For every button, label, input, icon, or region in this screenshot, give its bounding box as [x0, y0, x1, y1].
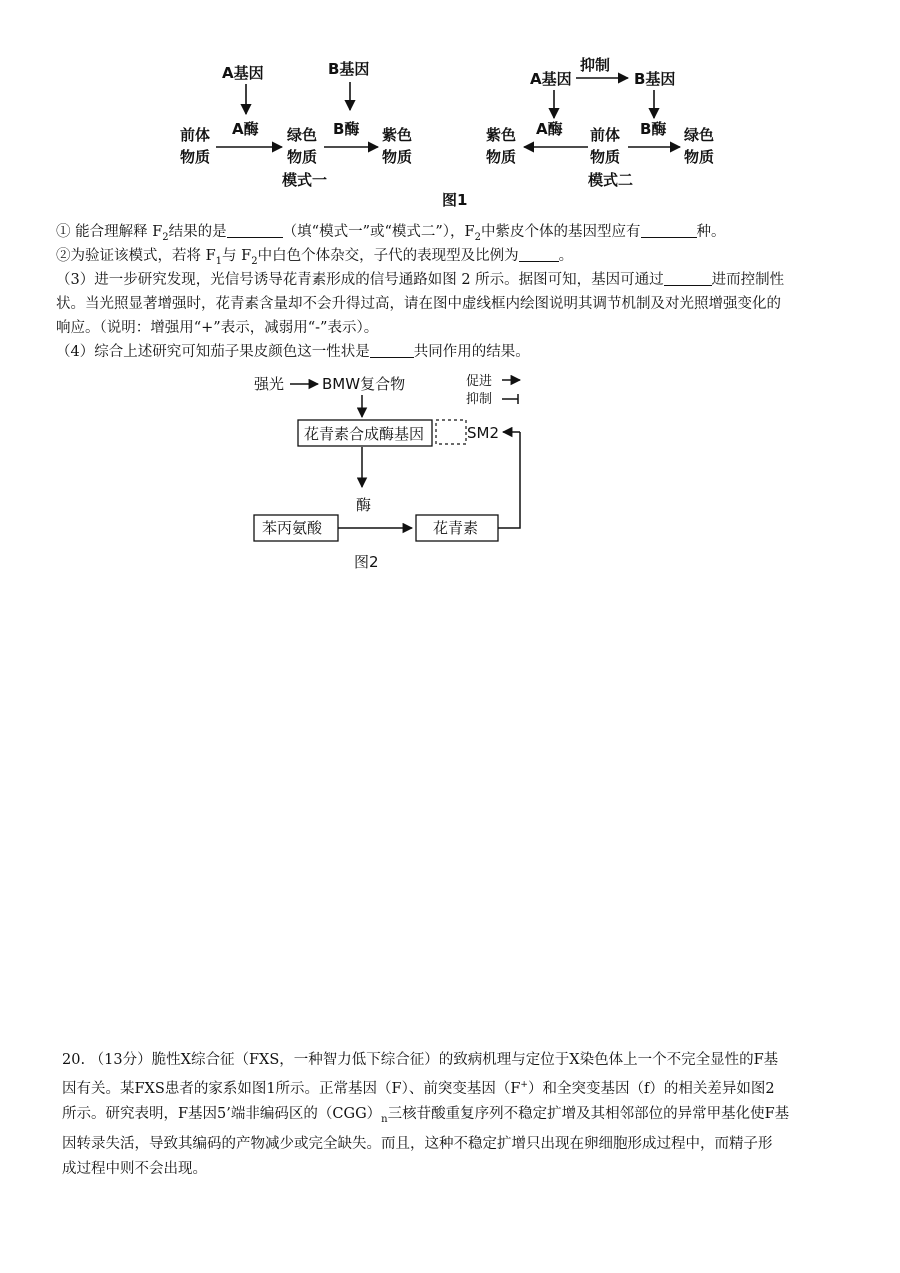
question-1-line: ① 能合理解释 $F_2$结果的是 （填“模式一”或“模式二”），$F_2$中紫皮个体的基因型应有 种。 — [56, 220, 856, 250]
q20-line5: 成过程中则不会出现。 — [62, 1160, 207, 1177]
enzyme-label: 酶 — [356, 496, 372, 514]
mode2-inhibit: 抑制 — [580, 56, 611, 74]
anthocyanin-box-label: 花青素 — [433, 519, 479, 537]
figure2-diagram — [0, 365, 900, 580]
figure1-caption: 图1 — [442, 191, 468, 209]
answer-blank[interactable] — [641, 221, 697, 238]
mode1-purple-line1: 紫色 — [382, 126, 413, 144]
figure1-diagram — [0, 0, 900, 215]
mode1-precursor-line2: 物质 — [180, 148, 211, 166]
answer-blank[interactable] — [227, 221, 283, 238]
question-4-line: （4）综合上述研究可知茄子果皮颜色这一性状是 共同作用的结果。 — [56, 340, 856, 364]
question-2-line: ②为验证该模式，若将 $F_1$与 $F_2$中白色个体杂交，子代的表现型及比例为 。 — [56, 244, 856, 274]
strong-light-label: 强光 — [254, 375, 285, 393]
answer-blank[interactable] — [664, 269, 712, 286]
mode1-purple-line2: 物质 — [382, 148, 413, 166]
mode1-enzyme-a: A酶 — [232, 120, 259, 138]
q20-line3: 所示。研究表明，F基因5’端非编码区的$(CGG)_n$三核苷酸重复序列不稳定扩增及其相邻部位的异常甲基化使F基 — [62, 1105, 790, 1125]
mode2-green-line2: 物质 — [684, 148, 715, 166]
question-3-line1: （3）进一步研究发现，光信号诱导花青素形成的信号通路如图 2 所示。据图可知，基因可通过 进而控制性 — [56, 268, 856, 292]
mode2-green-line1: 绿色 — [684, 126, 715, 144]
answer-blank[interactable] — [370, 341, 414, 358]
mode2-enzyme-b: B酶 — [640, 120, 667, 138]
mode2-enzyme-a: A酶 — [536, 120, 563, 138]
sm2-label: SM2 — [467, 424, 500, 442]
question-20 — [62, 1048, 852, 1182]
mode2-gene-a: A基因 — [530, 70, 572, 88]
mode2-precursor-line1: 前体 — [590, 126, 621, 144]
phe-box-label: 苯丙氨酸 — [262, 519, 323, 537]
legend-inhibit-label: 抑制 — [466, 392, 493, 407]
question-3-line2: 状。当光照显著增强时，花青素含量却不会升得过高，请在图中虚线框内绘图说明其调节机制及对光照增强变化的 — [56, 296, 781, 312]
mode1-gene-b: B基因 — [328, 60, 370, 78]
mode1-green-line1: 绿色 — [287, 126, 318, 144]
mode1-enzyme-b: B酶 — [333, 120, 360, 138]
gene-box-label: 花青素合成酶基因 — [304, 425, 425, 443]
mode2-precursor-line2: 物质 — [590, 148, 621, 166]
dashed-answer-box[interactable] — [436, 420, 466, 444]
mode2-label: 模式二 — [588, 171, 634, 189]
figure2-caption: 图2 — [354, 553, 379, 571]
q20-line1: 20. （13分）脆性X综合征（FXS，一种智力低下综合征）的致病机理与定位于X染色体上一个不完全显性的F基 — [62, 1052, 779, 1068]
mode2-purple-line2: 物质 — [486, 148, 517, 166]
mode1-precursor-line1: 前体 — [180, 126, 211, 144]
legend-promote-label: 促进 — [466, 374, 493, 389]
answer-blank[interactable] — [519, 245, 559, 262]
question-3-line3: 响应。（说明：增强用“+”表示，减弱用“-”表示）。 — [56, 320, 379, 336]
mode1-green-line2: 物质 — [287, 148, 318, 166]
feedback-line — [498, 432, 520, 528]
mode2-purple-line1: 紫色 — [486, 126, 517, 144]
mode1-label: 模式一 — [282, 171, 328, 189]
mode2-gene-b: B基因 — [634, 70, 676, 88]
bmw-complex-label: BMW复合物 — [322, 375, 406, 393]
q20-line2: 因有关。某FXS患者的家系如图1所示。正常基因（F）、前突变基因（F+）和全突变基因（f）的相关差异如图2 — [62, 1080, 775, 1097]
mode1-gene-a: A基因 — [222, 64, 264, 82]
q20-line4: 因转录失活，导致其编码的产物减少或完全缺失。而且，这种不稳定扩增只出现在卵细胞形成过程中，而精子形 — [62, 1135, 773, 1152]
